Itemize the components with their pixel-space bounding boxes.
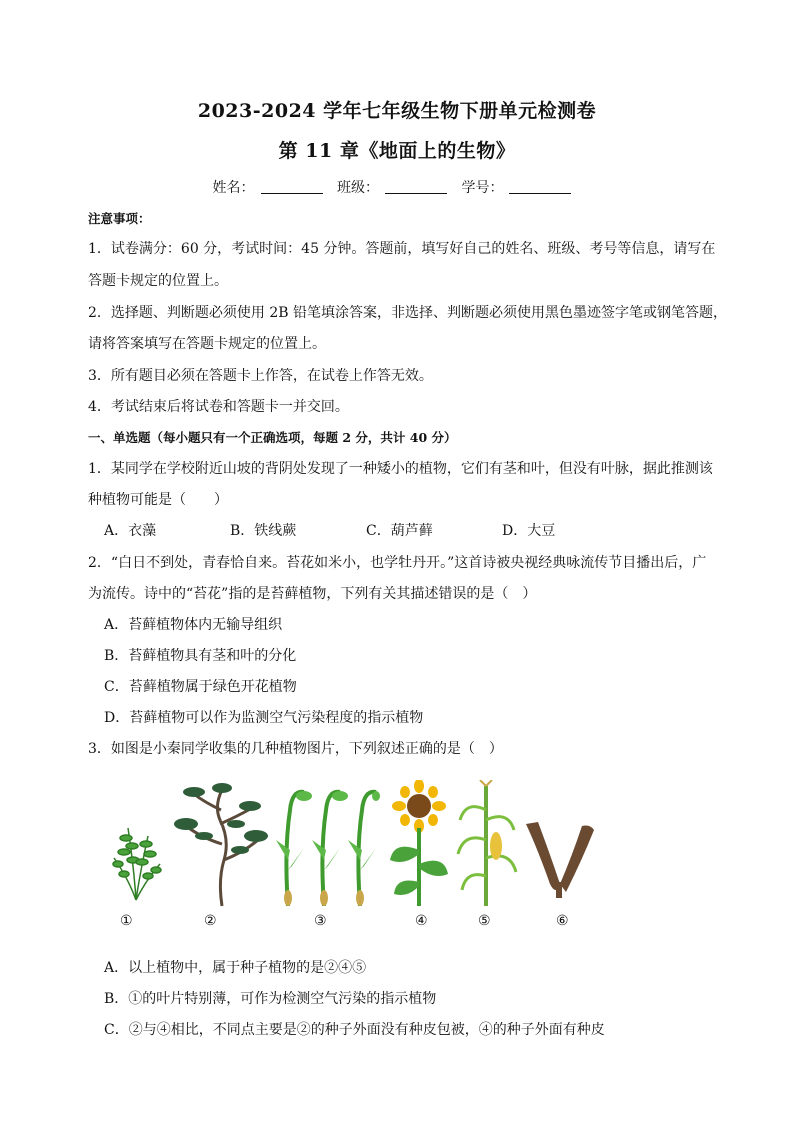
- notice-heading: 注意事项：: [88, 211, 151, 226]
- q2-stem-line2: 为流传。诗中的“苔花”指的是苔藓植物，下列有关其描述错误的是（ ）: [88, 586, 537, 602]
- notice-item-2b: 请将答案填写在答题卡规定的位置上。: [88, 336, 326, 352]
- q1-stem-line2: 种植物可能是（ ）: [88, 492, 228, 508]
- student-info-row: [0, 177, 794, 197]
- q2-option-a[interactable]: A．苔藓植物体内无输导组织: [104, 617, 283, 633]
- figure-label-1: ①: [120, 913, 133, 929]
- notice-item-2a: 2．选择题、判断题必须使用 2B 铅笔填涂答案，非选择、判断题必须使用黑色墨迹签字笔或钢笔答题，: [88, 305, 728, 321]
- q3-stem: 3．如图是小秦同学收集的几种植物图片，下列叙述正确的是（ ）: [88, 741, 503, 757]
- q1-option-d[interactable]: D．大豆: [502, 523, 556, 539]
- notice-item-3: 3．所有题目必须在答题卡上作答，在试卷上作答无效。: [88, 368, 433, 384]
- seedlings-image: [270, 780, 380, 908]
- id-label: 学号：: [461, 180, 504, 196]
- q1-stem-line1: 1．某同学在学校附近山坡的背阴处发现了一种矮小的植物，它们有茎和叶，但没有叶脉，据此推测该: [88, 461, 713, 477]
- q2-option-b[interactable]: B．苔藓植物具有茎和叶的分化: [104, 648, 297, 664]
- q1-options: [104, 520, 555, 540]
- id-blank[interactable]: [509, 179, 571, 194]
- pine-tree-image: [174, 780, 270, 908]
- exam-title: 2023-2024 学年七年级生物下册单元检测卷: [197, 100, 597, 122]
- corn-plant-image: [456, 780, 518, 908]
- class-label: 班级：: [337, 180, 379, 196]
- notice-item-1b: 答题卡规定的位置上。: [88, 273, 228, 289]
- sunflower-image: [384, 780, 454, 908]
- figure-label-3: ③: [314, 913, 327, 929]
- kelp-image: [520, 820, 598, 900]
- q3-option-c[interactable]: C．②与④相比，不同点主要是②的种子外面没有种皮包被，④的种子外面有种皮: [104, 1022, 605, 1038]
- figure-label-4: ④: [415, 913, 428, 929]
- figure-label-5: ⑤: [478, 913, 491, 929]
- q1-option-c[interactable]: C．葫芦藓: [366, 523, 433, 539]
- fern-image: [106, 818, 166, 902]
- q2-stem-line1: 2．“白日不到处，青春恰自来。苔花如米小，也学牡丹开。”这首诗被央视经典咏流传节目播出后，广: [88, 555, 707, 571]
- q2-option-c[interactable]: C．苔藓植物属于绿色开花植物: [104, 679, 297, 695]
- figure-label-6: ⑥: [556, 913, 569, 929]
- q3-option-a[interactable]: A．以上植物中，属于种子植物的是②④⑤: [104, 960, 367, 976]
- figure-label-2: ②: [204, 913, 217, 929]
- name-blank[interactable]: [261, 179, 323, 194]
- notice-item-1a: 1．试卷满分：60 分，考试时间：45 分钟。答题前，填写好自己的姓名、班级、考号等信息，请写在: [88, 241, 716, 257]
- q1-option-a[interactable]: A．衣藻: [104, 523, 157, 539]
- section-heading: 一、单选题（每小题只有一个正确选项，每题 2 分，共计 40 分）: [88, 430, 457, 445]
- plants-figure: [100, 780, 600, 940]
- name-label: 姓名：: [212, 180, 255, 196]
- notice-item-4: 4．考试结束后将试卷和答题卡一并交回。: [88, 399, 349, 415]
- chapter-title: 第 11 章《地面上的生物》: [278, 140, 516, 162]
- class-blank[interactable]: [385, 179, 447, 194]
- q2-option-d[interactable]: D．苔藓植物可以作为监测空气污染程度的指示植物: [104, 710, 424, 726]
- q3-option-b[interactable]: B．①的叶片特别薄，可作为检测空气污染的指示植物: [104, 991, 437, 1007]
- q1-option-b[interactable]: B．铁线蕨: [230, 523, 297, 539]
